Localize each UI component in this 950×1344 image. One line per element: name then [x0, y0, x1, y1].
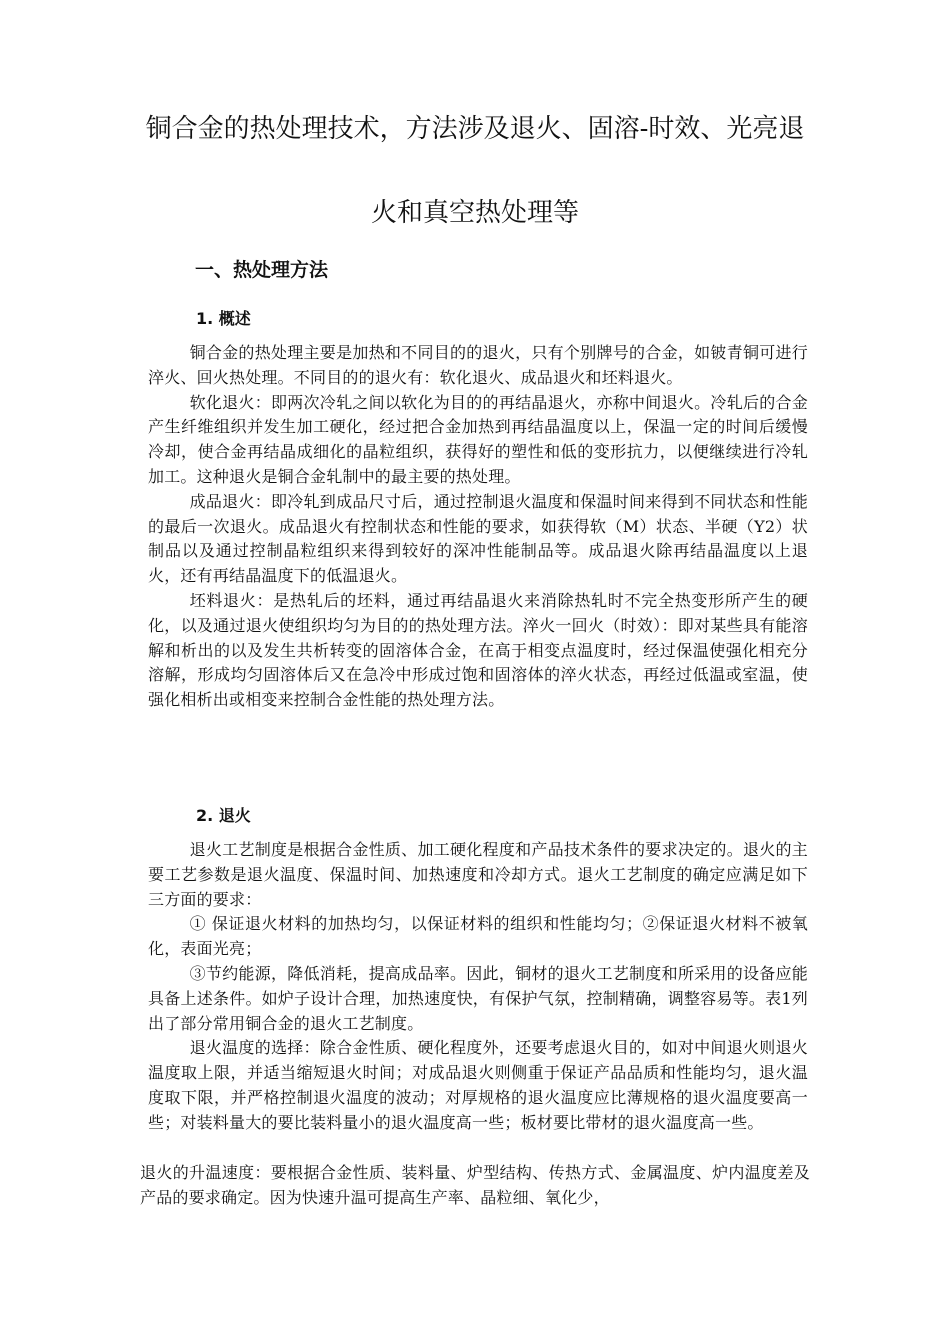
subsection-heading-annealing: 2. 退火: [196, 806, 251, 825]
document-title: 铜合金的热处理技术，方法涉及退火、固溶-时效、光亮退: [145, 114, 805, 144]
paragraph-heating-rate: 退火的升温速度：要根据合金性质、装料量、炉型结构、传热方式、金属温度、炉内温度差及产品的要求确定。因为快速升温可提高生产率、晶粒细、氧化少，: [140, 1163, 810, 1207]
paragraph: 成品退火：即冷轧到成品尺寸后，通过控制退火温度和保温时间来得到不同状态和性能的最后一次退火。成品退火有控制状态和性能的要求，如获得软（M）状态、半硬（Y2）状制品以及通过控制晶粒组织来得到较好的深冲性能制品等。成品退火除再结晶温度以上退火，还有再结晶温度下的低温退火。: [148, 491, 808, 586]
paragraph: 退火工艺制度是根据合金性质、加工硬化程度和产品技术条件的要求决定的。退火的主要工艺参数是退火温度、保温时间、加热速度和冷却方式。退火工艺制度的确定应满足如下三方面的要求：: [148, 840, 808, 909]
paragraph: ③节约能源，降低消耗，提高成品率。因此，铜材的退火工艺制度和所采用的设备应能具备上述条件。如炉子设计合理，加热速度快，有保护气氛，控制精确，调整容易等。表1列出了部分常用铜合金的退火工艺制度。: [148, 963, 808, 1033]
section-heading-heat-treatment-methods: 一、热处理方法: [195, 259, 329, 281]
annealing-body: [148, 838, 808, 1136]
subsection-heading-overview: 1. 概述: [196, 309, 251, 328]
paragraph: 铜合金的热处理主要是加热和不同目的的退火，只有个别牌号的合金，如铍青铜可进行淬火、回火热处理。不同目的的退火有：软化退火、成品退火和坯料退火。: [148, 343, 808, 387]
document-title-continued: 火和真空热处理等: [370, 198, 579, 228]
overview-body: [148, 341, 808, 713]
paragraph: 退火温度的选择：除合金性质、硬化程度外，还要考虑退火目的，如对中间退火则退火温度取上限，并适当缩短退火时间；对成品退火则侧重于保证产品品质和性能均匀，退火温度取下限，并严格控制退火温度的波动；对厚规格的退火温度应比薄规格的退火温度要高一些；对装料量大的要比装料量小的退火温度高一些；板材要比带材的退火温度高一些。: [148, 1038, 808, 1132]
paragraph: 坯料退火：是热轧后的坯料，通过再结晶退火来消除热轧时不完全热变形所产生的硬化，以及通过退火使组织均匀为目的的热处理方法。淬火一回火（时效）：即对某些具有能溶解和析出的以及发生共析转变的固溶体合金，在高于相变点温度时，经过保温使强化相充分溶解，形成均匀固溶体后又在急冷中形成过饱和固溶体的淬火状态，再经过低温或室温，使强化相析出或相变来控制合金性能的热处理方法。: [148, 590, 808, 710]
paragraph: ① 保证退火材料的加热均匀，以保证材料的组织和性能均匀；②保证退火材料不被氧化，表面光亮；: [148, 914, 808, 959]
paragraph: 软化退火：即两次冷轧之间以软化为目的的再结晶退火，亦称中间退火。冷轧后的合金产生纤维组织并发生加工硬化，经过把合金加热到再结晶温度以上，保温一定的时间后缓慢冷却，使合金再结晶成细化的晶粒组织，获得好的塑性和低的变形抗力，以便继续进行冷轧加工。这种退火是铜合金轧制中的最主要的热处理。: [148, 392, 808, 486]
